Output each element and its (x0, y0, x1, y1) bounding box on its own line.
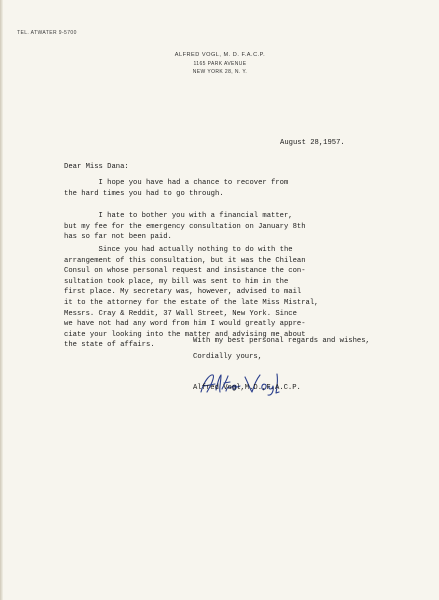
paragraph-1 (64, 178, 404, 199)
paragraph-line: I hate to bother you with a financial matter, (64, 212, 293, 220)
letter-date: August 28,1957. (280, 139, 345, 147)
letterhead (150, 51, 290, 76)
paragraph-line: but my fee for the emergency consultation on January 8th (64, 222, 306, 231)
letterhead-address-line1: 1165 PARK AVENUE (193, 61, 247, 67)
paragraph-line: the hard times you had to go through. (64, 189, 224, 198)
paragraph-3 (64, 245, 404, 351)
letterhead-name: ALFRED VOGL, M. D. F.A.C.P. (174, 52, 266, 58)
typed-signature: Alfred Vogl,M.D.,F.A.C.P. (193, 384, 301, 392)
paragraph-line: I hope you have had a chance to recover from (64, 179, 289, 187)
paragraph-line: ciate your looking into the matter and advising me about (64, 330, 306, 339)
paragraph-line: Messrs. Cray & Reddit, 37 Wall Street, New York. Since (64, 309, 297, 318)
paragraph-line: the state of affairs. (64, 341, 155, 350)
paragraph-line: it to the attorney for the estate of the late Miss Mistral, (64, 298, 319, 307)
regards-line: With my best personal regards and wishes, (193, 337, 370, 345)
paragraph-line: first place. My secretary was, however, advised to mail (64, 288, 302, 297)
salutation: Dear Miss Dana: (64, 163, 129, 171)
letterhead-address-line2: NEW YORK 28, N. Y. (192, 69, 248, 75)
paragraph-line: has so far not been paid. (64, 233, 172, 242)
telephone-line: TEL. ATWATER 9-5700 (17, 30, 77, 36)
paragraph-line: arrangement of this consultation, but it was the Chilean (64, 256, 306, 265)
closing-line: Cordially yours, (193, 353, 263, 361)
paragraph-2 (64, 211, 404, 243)
paragraph-line: we have not had any word from him I would greatly appre- (64, 320, 306, 329)
paragraph-line: Since you had actually nothing to do with the (64, 246, 293, 254)
paragraph-line: sultation took place, my bill was sent to him in the (64, 277, 289, 286)
paragraph-line: Consul on whose personal request and insistance the con- (64, 267, 306, 276)
page-edge-shadow (0, 0, 3, 600)
